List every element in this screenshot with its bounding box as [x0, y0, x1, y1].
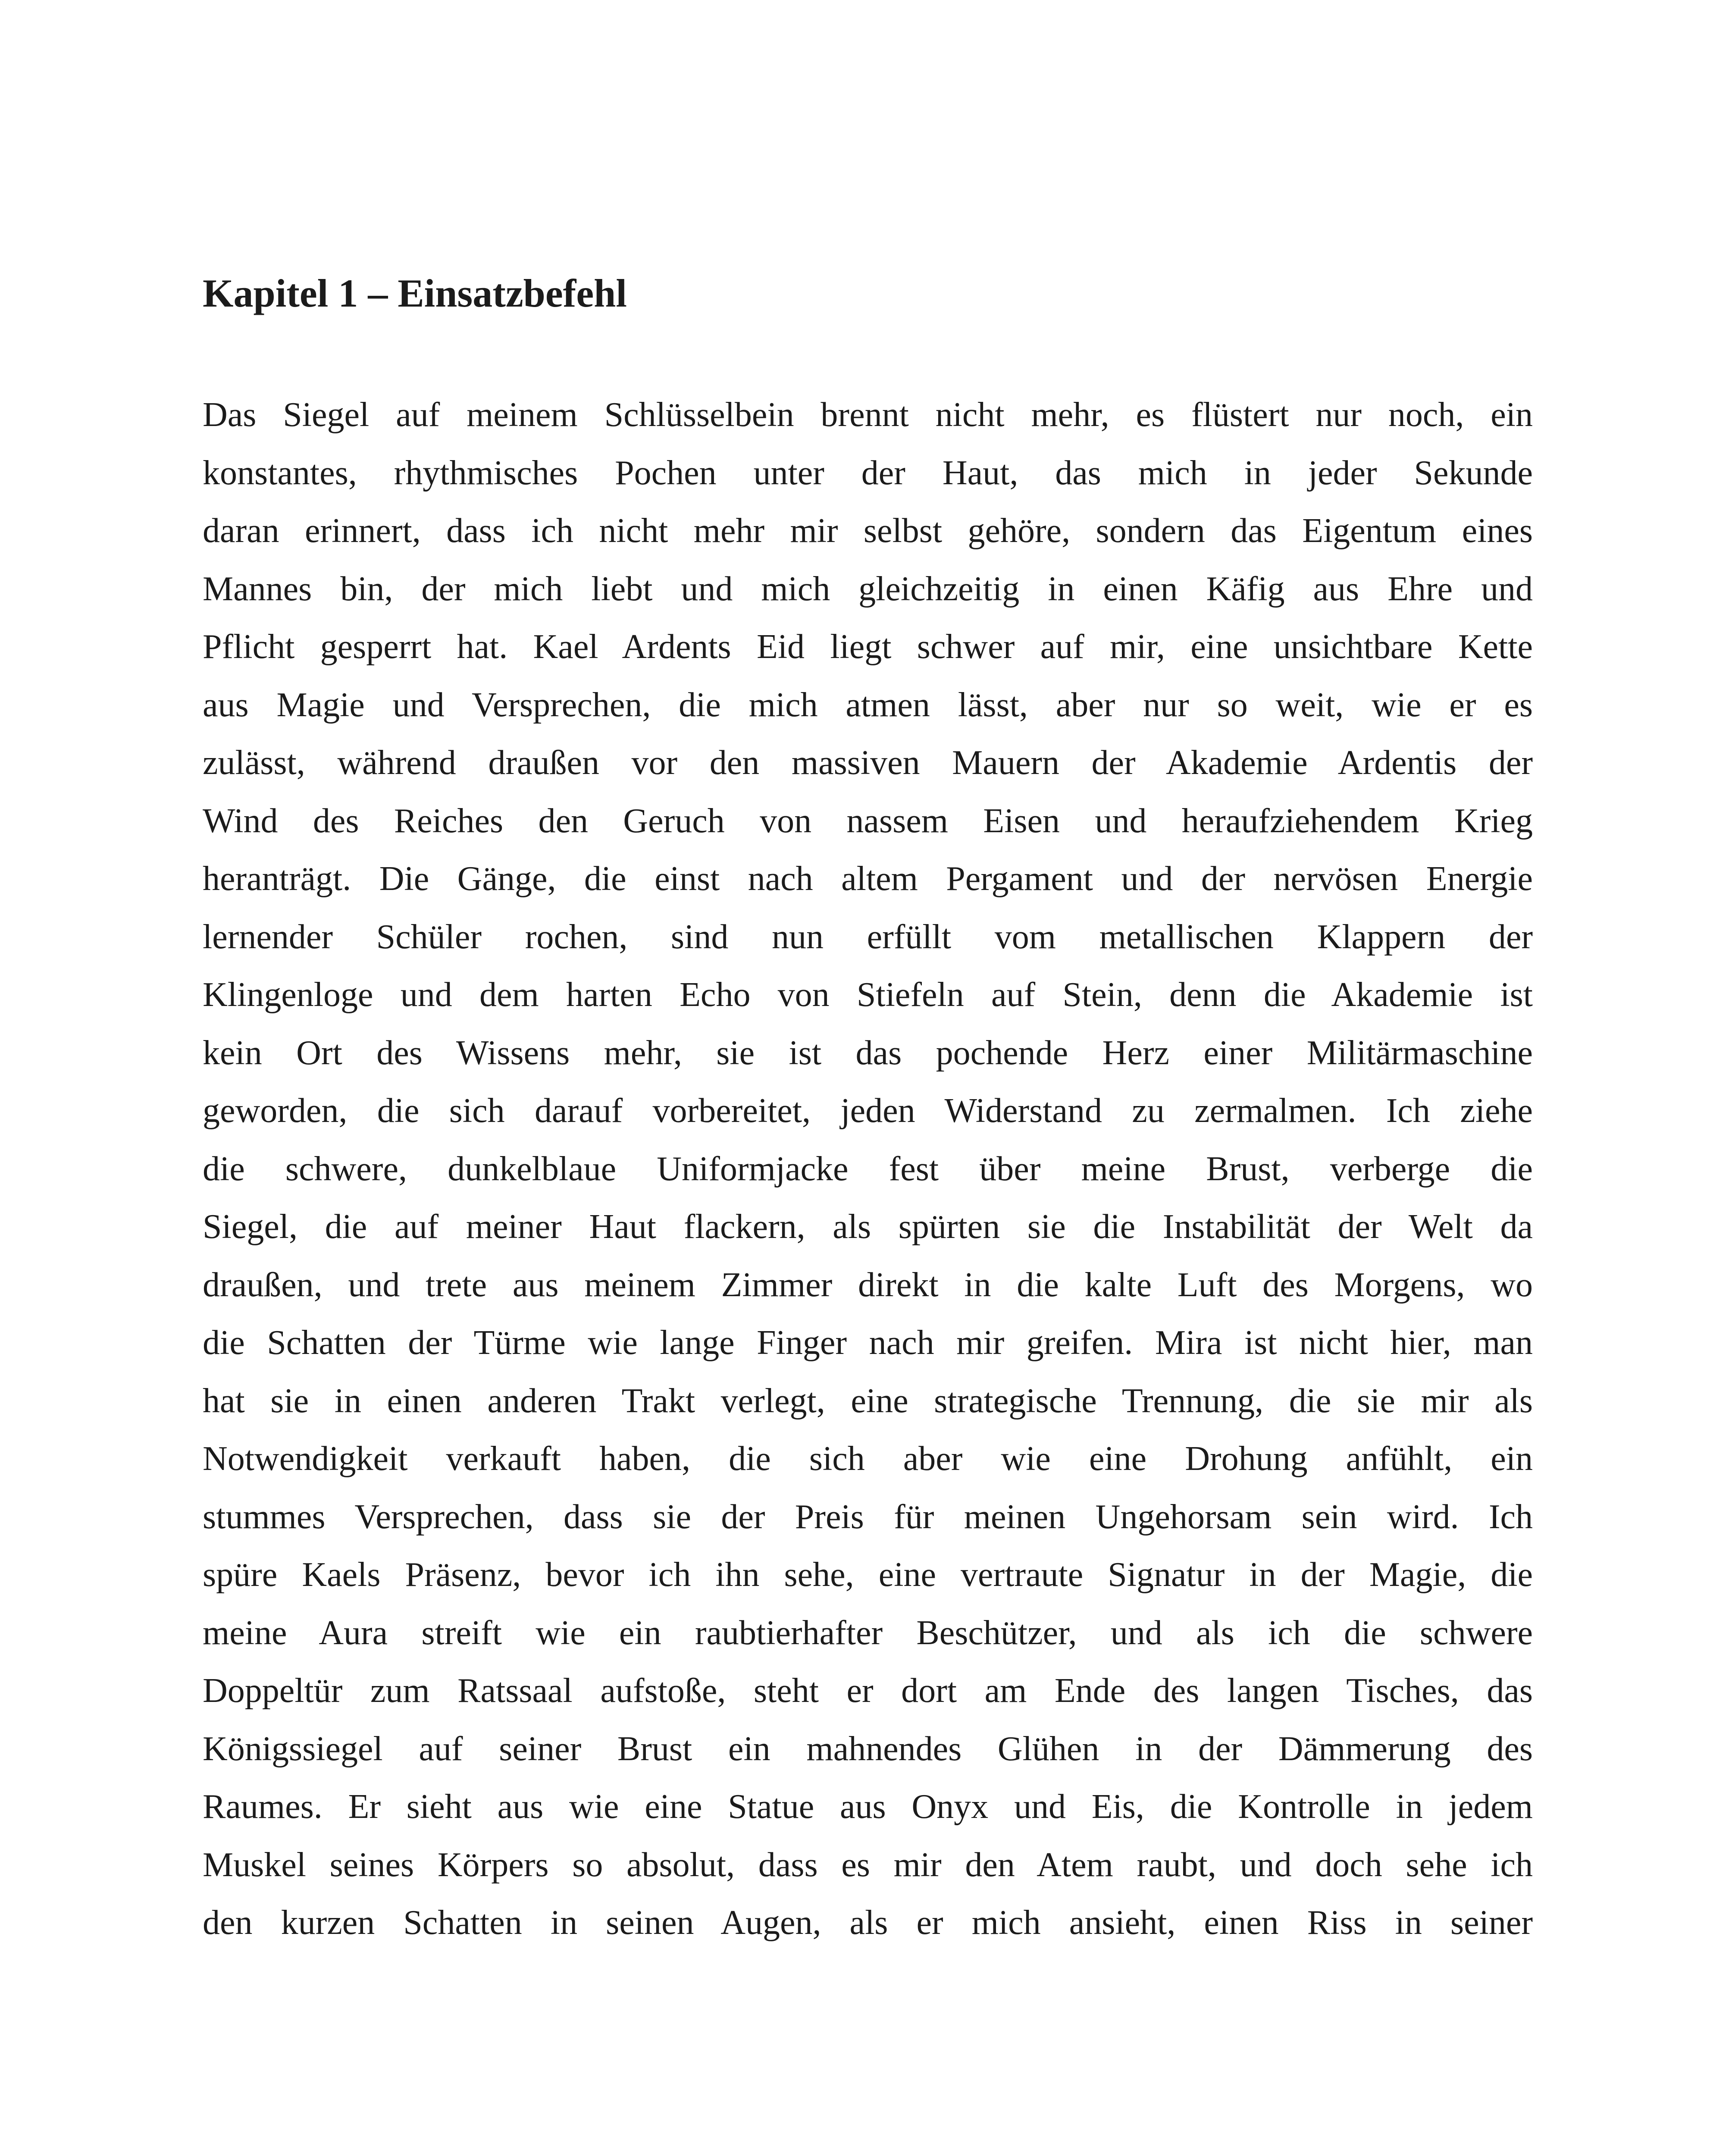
text-line: lernender Schüler rochen, sind nun erfüllt vom metallischen Klappern der: [203, 918, 1533, 956]
text-line: daran erinnert, dass ich nicht mehr mir selbst gehöre, sondern das Eigentum eines: [203, 512, 1533, 550]
body-paragraph: [203, 386, 1533, 1952]
text-line: Klingenloge und dem harten Echo von Stiefeln auf Stein, denn die Akademie ist: [203, 976, 1533, 1014]
text-line: Mannes bin, der mich liebt und mich gleichzeitig in einen Käfig aus Ehre und: [203, 570, 1533, 608]
text-line: stummes Versprechen, dass sie der Preis für meinen Ungehorsam sein wird. Ich: [203, 1498, 1533, 1536]
text-line: den kurzen Schatten in seinen Augen, als er mich ansieht, einen Riss in seiner: [203, 1904, 1533, 1942]
text-line: Pflicht gesperrt hat. Kael Ardents Eid liegt schwer auf mir, eine unsichtbare Kette: [203, 628, 1533, 666]
text-line: spüre Kaels Präsenz, bevor ich ihn sehe, eine vertraute Signatur in der Magie, die: [203, 1556, 1533, 1594]
text-line: Wind des Reiches den Geruch von nassem Eisen und heraufziehendem Krieg: [203, 802, 1533, 840]
text-line: geworden, die sich darauf vorbereitet, jeden Widerstand zu zermalmen. Ich ziehe: [203, 1092, 1533, 1130]
text-line: Notwendigkeit verkauft haben, die sich aber wie eine Drohung anfühlt, ein: [203, 1440, 1533, 1478]
text-line: Königssiegel auf seiner Brust ein mahnendes Glühen in der Dämmerung des: [203, 1730, 1533, 1768]
text-line: konstantes, rhythmisches Pochen unter der Haut, das mich in jeder Sekunde: [203, 454, 1533, 492]
text-line: die Schatten der Türme wie lange Finger nach mir greifen. Mira ist nicht hier, man: [203, 1324, 1533, 1362]
text-line: die schwere, dunkelblaue Uniformjacke fest über meine Brust, verberge die: [203, 1150, 1533, 1188]
text-line: Doppeltür zum Ratssaal aufstoße, steht er dort am Ende des langen Tisches, das: [203, 1672, 1533, 1710]
text-line: aus Magie und Versprechen, die mich atmen lässt, aber nur so weit, wie er es: [203, 686, 1533, 724]
text-line: draußen, und trete aus meinem Zimmer direkt in die kalte Luft des Morgens, wo: [203, 1266, 1533, 1304]
text-line: Raumes. Er sieht aus wie eine Statue aus Onyx und Eis, die Kontrolle in jedem: [203, 1788, 1533, 1826]
text-line: heranträgt. Die Gänge, die einst nach altem Pergament und der nervösen Energie: [203, 860, 1533, 898]
text-line: Siegel, die auf meiner Haut flackern, als spürten sie die Instabilität der Welt da: [203, 1208, 1533, 1246]
text-line: Das Siegel auf meinem Schlüsselbein brennt nicht mehr, es flüstert nur noch, ein: [203, 396, 1533, 434]
chapter-title: Kapitel 1 – Einsatzbefehl: [203, 271, 627, 315]
text-line: kein Ort des Wissens mehr, sie ist das pochende Herz einer Militärmaschine: [203, 1034, 1533, 1072]
text-line: zulässt, während draußen vor den massiven Mauern der Akademie Ardentis der: [203, 744, 1533, 782]
text-line: hat sie in einen anderen Trakt verlegt, eine strategische Trennung, die sie mir als: [203, 1382, 1533, 1420]
text-line: Muskel seines Körpers so absolut, dass es mir den Atem raubt, und doch sehe ich: [203, 1846, 1533, 1884]
text-line: meine Aura streift wie ein raubtierhafter Beschützer, und als ich die schwere: [203, 1614, 1533, 1652]
